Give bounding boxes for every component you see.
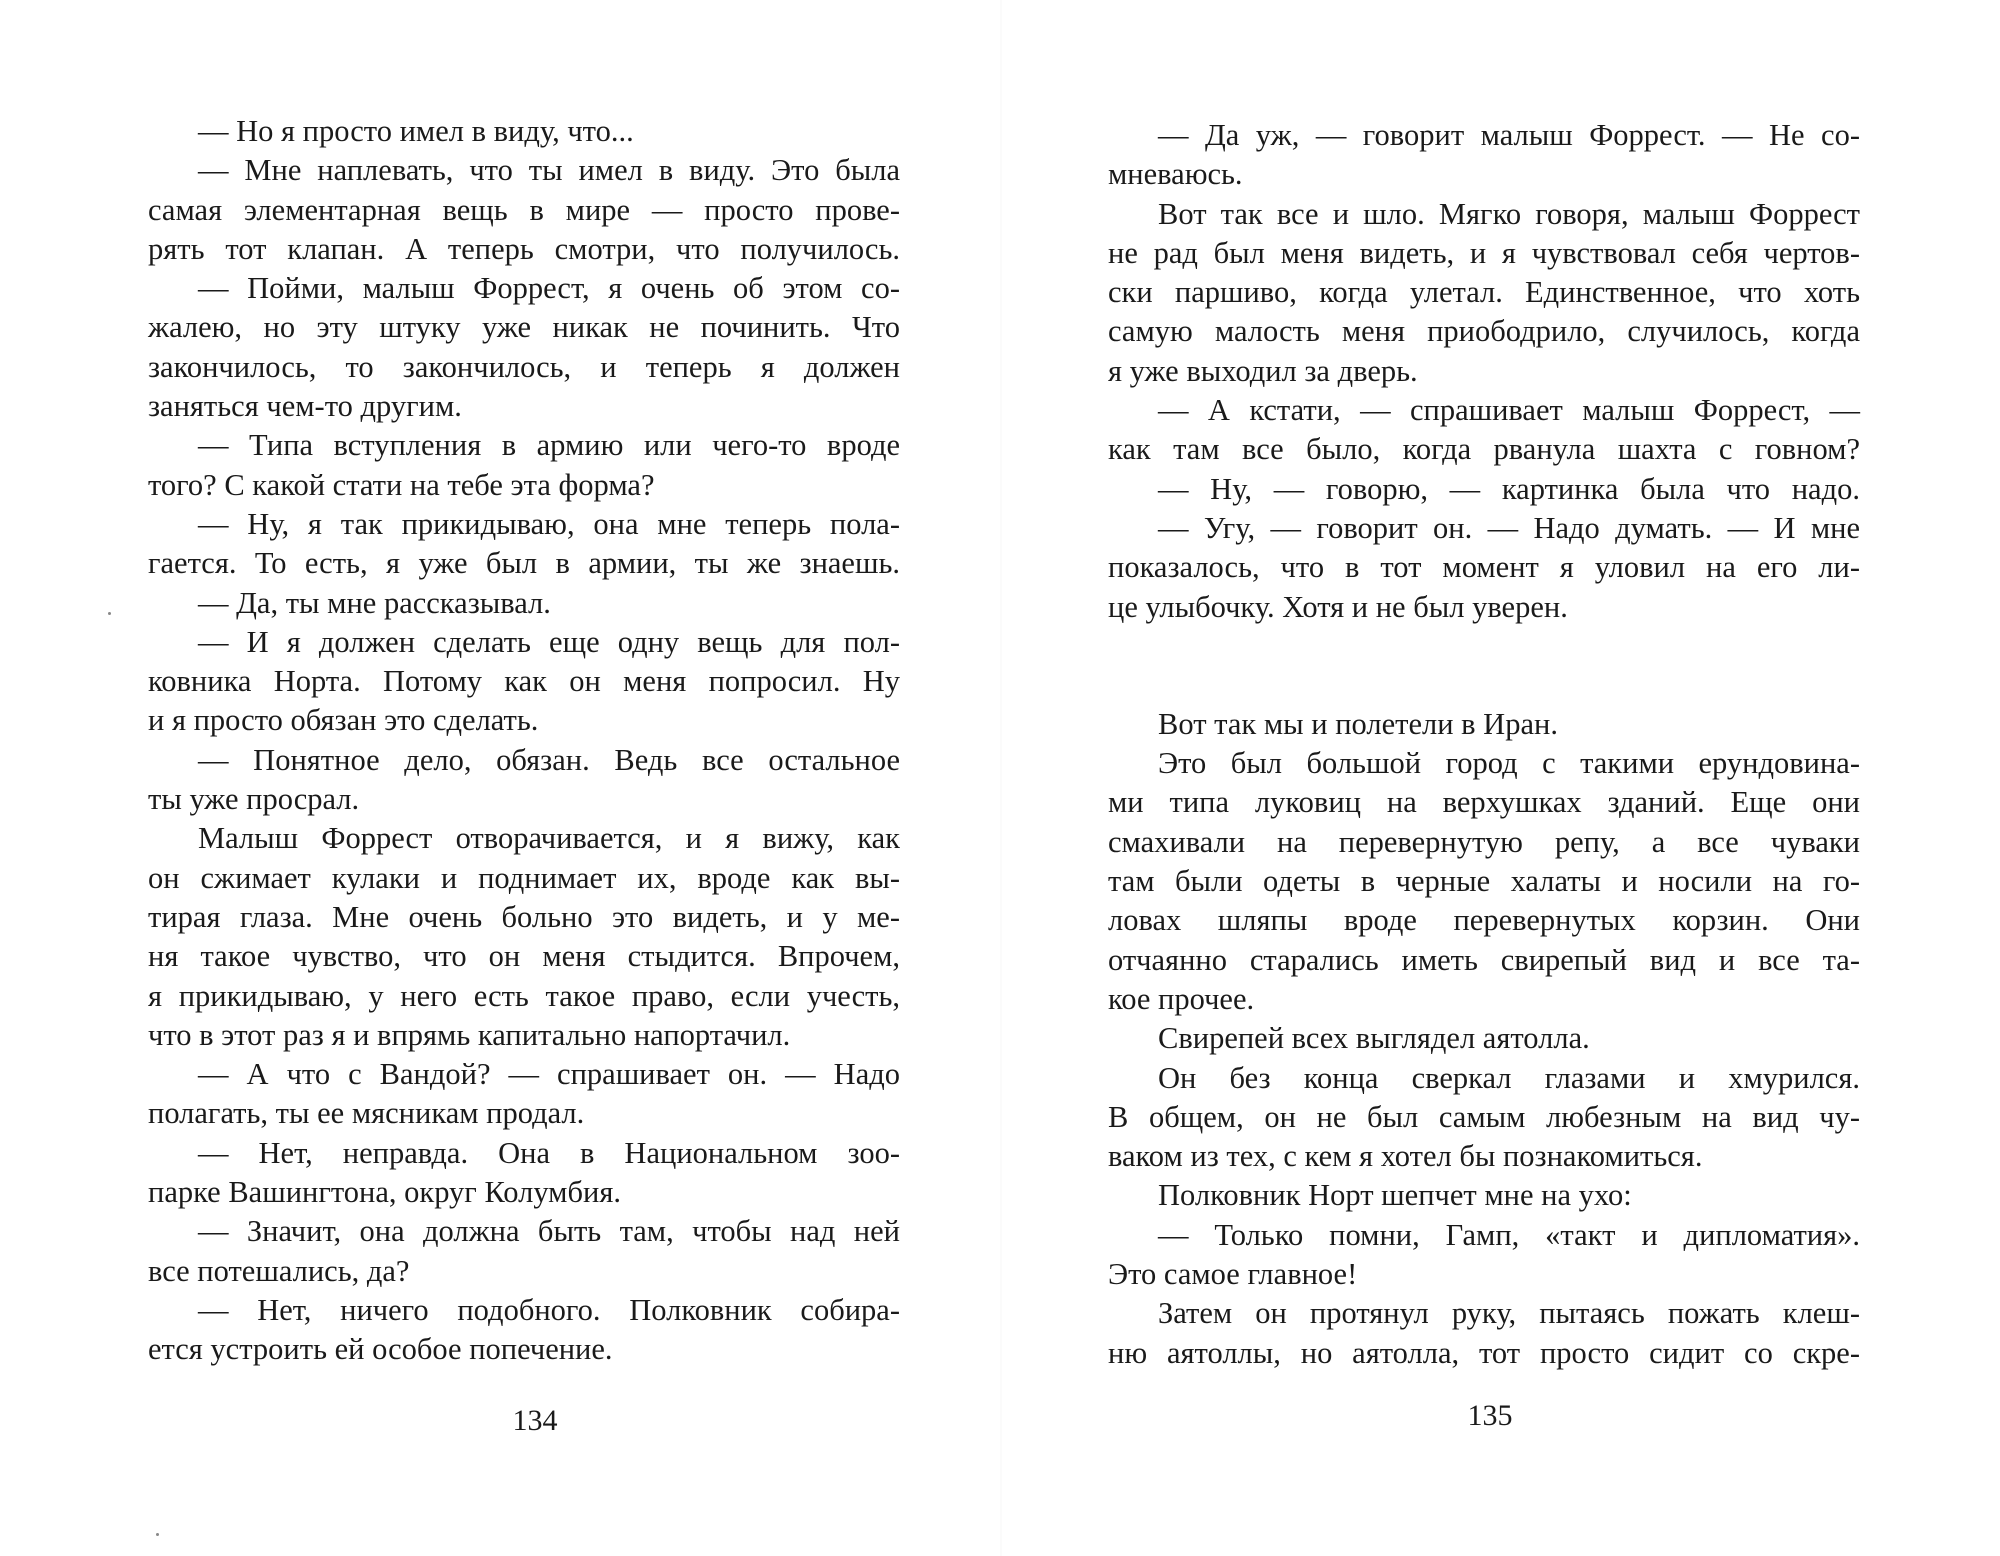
text-line: — Да уж, — говорит малыш Форрест. — Не со- [1158, 118, 1860, 152]
text-line: рять тот клапан. А теперь смотри, что получилось. [148, 231, 900, 266]
text-line: В общем, он не был самым любезным на вид чу- [1108, 1099, 1860, 1134]
page-number: 135 [1467, 1399, 1513, 1432]
text-line: — Типа вступления в армию или чего-то вроде [198, 428, 900, 463]
text-line: что в этот раз я и впрямь капитально напортачил. [148, 1017, 791, 1052]
text-line: я прикидываю, у него есть такое право, если учесть, [148, 978, 900, 1013]
text-line: отчаянно старались иметь свирепый вид и все та- [1108, 942, 1860, 977]
text-line: — Да, ты мне рассказывал. [198, 585, 551, 620]
text-line: ваком из тех, с кем я хотел бы познакомиться. [1108, 1139, 1703, 1174]
text-line: — Понятное дело, обязан. Ведь все остальное [198, 742, 900, 777]
text-line: показалось, что в тот момент я уловил на его ли- [1108, 550, 1860, 585]
text-line: там были одеты в черные халаты и носили на го- [1108, 864, 1860, 899]
text-line: — Угу, — говорит он. — Надо думать. — И мне [1158, 510, 1860, 545]
text-line: я уже выходил за дверь. [1108, 353, 1418, 388]
text-line: Малыш Форрест отворачивается, и я вижу, как [198, 821, 900, 856]
text-line: ми типа луковиц на верхушках зданий. Еще они [1108, 785, 1860, 820]
text-line: заняться чем-то другим. [148, 389, 462, 424]
text-line: кое прочее. [1108, 981, 1255, 1016]
text-line: жалею, но эту штуку уже никак не починить. Что [148, 310, 900, 345]
text-line: — Мне наплевать, что ты имел в виду. Это была [198, 153, 900, 188]
text-line: того? С какой стати на тебе эта форма? [148, 467, 655, 502]
text-line: Полковник Норт шепчет мне на ухо: [1158, 1178, 1632, 1213]
text-line: он сжимает кулаки и поднимает их, вроде как вы- [148, 860, 900, 895]
text-line: гается. То есть, я уже был в армии, ты же знаешь. [148, 546, 900, 581]
paper-speck [108, 612, 111, 615]
text-line: самая элементарная вещь в мире — просто прове- [148, 192, 900, 227]
text-line: Вот так мы и полетели в Иран. [1158, 706, 1558, 741]
text-line: Вот так все и шло. Мягко говоря, малыш Форрест [1158, 196, 1860, 231]
text-line: це улыбочку. Хотя и не был уверен. [1108, 589, 1568, 624]
text-line: мневаюсь. [1108, 157, 1243, 192]
text-line: ня такое чувство, что он меня стыдится. Впрочем, [148, 939, 900, 974]
text-line: — Ну, я так прикидываю, она мне теперь пола- [198, 506, 900, 541]
text-line: Это был большой город с такими ерундовина- [1158, 746, 1860, 781]
text-line: закончилось, то закончилось, и теперь я должен [148, 349, 900, 384]
text-line: Затем он протянул руку, пытаясь пожать клеш- [1158, 1296, 1860, 1331]
text-line: парке Вашингтона, округ Колумбия. [148, 1175, 621, 1210]
text-line: — Нет, ничего подобного. Полковник собира- [198, 1292, 900, 1327]
book-fold [1000, 0, 1002, 1556]
text-line: ковника Норта. Потому как он меня попросил. Ну [148, 664, 900, 699]
text-line: и я просто обязан это сделать. [148, 703, 539, 738]
text-line: — Нет, неправда. Она в Национальном зоо- [198, 1135, 900, 1170]
text-line: все потешались, да? [148, 1253, 410, 1288]
text-line: не рад был меня видеть, и я чувствовал себя чертов- [1108, 235, 1860, 270]
text-line: смахивали на перевернутую репу, а все чуваки [1108, 824, 1860, 859]
right-page-text [1108, 116, 1860, 1373]
text-line: — Значит, она должна быть там, чтобы над ней [198, 1214, 900, 1249]
text-line: — А кстати, — спрашивает малыш Форрест, — [1158, 393, 1860, 428]
text-line: — Ну, — говорю, — картинка была что надо. [1158, 471, 1860, 506]
paper-speck [156, 1533, 159, 1536]
text-line: ется устроить ей особое попечение. [148, 1332, 613, 1367]
text-line: Он без конца сверкал глазами и хмурился. [1158, 1060, 1860, 1095]
text-line: как там все было, когда рванула шахта с говном? [1108, 432, 1860, 467]
text-line: ню аятоллы, но аятолла, тот просто сидит со скре- [1108, 1335, 1860, 1370]
text-line: ловах шляпы вроде перевернутых корзин. Они [1108, 903, 1860, 938]
left-page-text [148, 112, 900, 1370]
text-line: — А что с Вандой? — спрашивает он. — Надо [198, 1057, 900, 1092]
text-line: — Но я просто имел в виду, что... [198, 114, 634, 148]
text-line: ты уже просрал. [148, 782, 360, 817]
text-line: полагать, ты ее мясникам продал. [148, 1096, 585, 1131]
section-break [1108, 627, 1860, 705]
page-number: 134 [512, 1404, 558, 1437]
text-line: — И я должен сделать еще одну вещь для пол- [198, 624, 900, 659]
text-line: Это самое главное! [1108, 1257, 1358, 1292]
text-line: Свирепей всех выглядел аятолла. [1158, 1021, 1590, 1056]
text-line: тирая глаза. Мне очень больно это видеть, и у ме- [148, 899, 900, 934]
text-line: самую малость меня приободрило, случилось, когда [1108, 314, 1860, 349]
text-line: ски паршиво, когда улетал. Единственное, что хоть [1108, 275, 1860, 310]
text-line: — Только помни, Гамп, «такт и дипломатия». [1158, 1217, 1860, 1252]
text-line: — Пойми, малыш Форрест, я очень об этом со- [198, 271, 900, 306]
